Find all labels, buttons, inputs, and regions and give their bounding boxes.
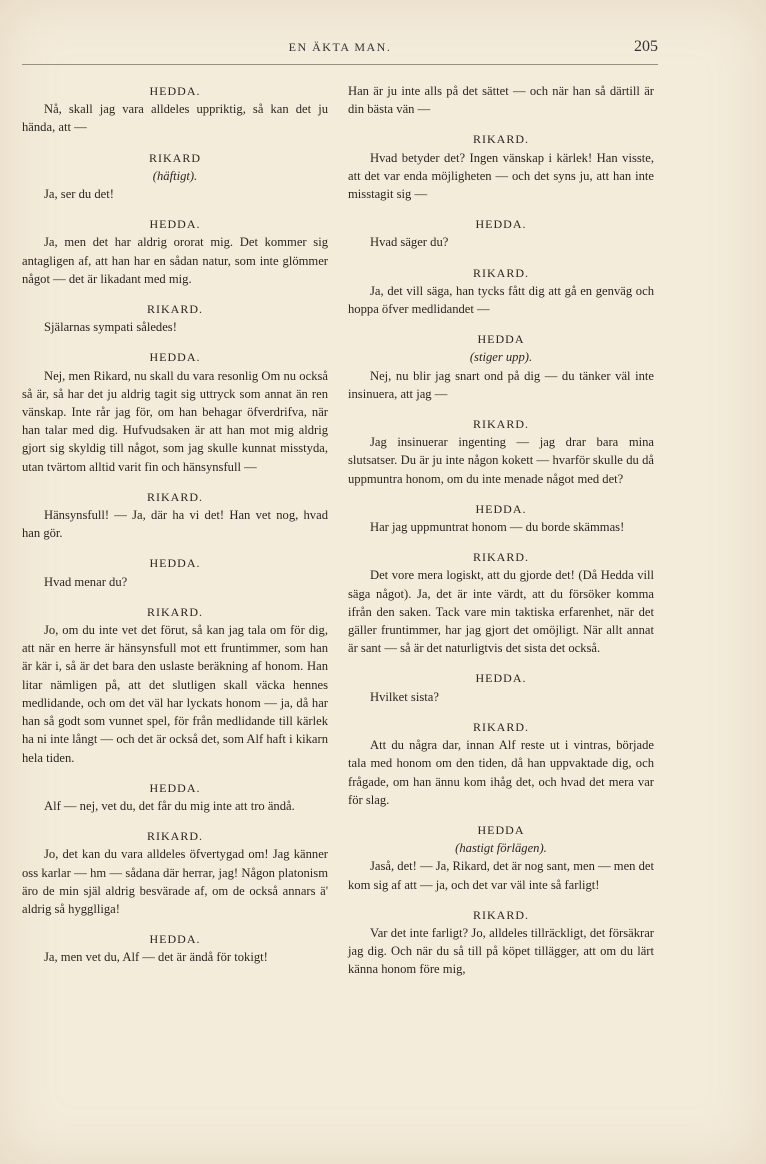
speech-text: Jo, det kan du vara alldeles öfvertygad om! Jag känner oss karlar — hm — sådana där herrar, jag! Någon platonism äro de min själ aldrig besvärade af, om de också annars ä' aldrig så hygglliga! bbox=[22, 847, 328, 916]
speech-text: Han är ju inte alls på det sättet — och när han så därtill är din bästa vän — bbox=[348, 84, 654, 117]
dialogue-block bbox=[22, 215, 328, 288]
speaker-name: RIKARD. bbox=[472, 550, 529, 565]
dialogue-block bbox=[22, 779, 328, 815]
dialogue-block bbox=[22, 603, 328, 767]
speaker-name: HEDDA. bbox=[475, 671, 527, 686]
speaker-name: RIKARD. bbox=[146, 829, 203, 844]
speech-text: Ja, men vet du, Alf — det är ändå för tokigt! bbox=[44, 950, 268, 965]
stage-direction: (hastigt förlägen). bbox=[455, 841, 547, 856]
speech-text: Själarnas sympati således! bbox=[44, 320, 177, 335]
speech-text: Jag insinuerar ingenting — jag drar bara mina slutsatser. Du är ju inte någon kokett — hvarför skulle du då uppmuntra honom, om du inte menade något med det? bbox=[348, 435, 654, 486]
header-rule bbox=[22, 64, 658, 65]
dialogue-block bbox=[22, 554, 328, 590]
speech-text: Jaså, det! — Ja, Rikard, det är nog sant, men — men det kom sig af att — ja, och det var väl inte så farligt! bbox=[348, 859, 654, 892]
dialogue-block bbox=[348, 330, 654, 403]
speaker-name: HEDDA. bbox=[149, 556, 201, 571]
speaker-name: RIKARD. bbox=[146, 302, 203, 317]
speaker-name: RIKARD. bbox=[472, 417, 529, 432]
speech-text: Alf — nej, vet du, det får du mig inte att tro ändå. bbox=[44, 798, 295, 813]
speech-text: Jo, om du inte vet det förut, så kan jag tala om för dig, att när en herre är hänsynsfull mot ett fruntimmer, som han är kär i, så är det bara den uslaste beräkning af honom. Han litar nämligen på, att det slutligen skall väcka hennes medlidande, och om det väl har lyckats honom — ja, då har han så godt som vunnet spel, för från medlidande till kärlek ha ni inte långt — och det är också det, som Alf haft i kikarn hela tiden. bbox=[22, 623, 328, 765]
speech-text: Hvilket sista? bbox=[370, 689, 439, 704]
dialogue-block bbox=[348, 669, 654, 705]
dialogue-block bbox=[348, 215, 654, 251]
dialogue-block bbox=[22, 300, 328, 336]
speaker-name: HEDDA. bbox=[149, 217, 201, 232]
dialogue-block bbox=[348, 718, 654, 809]
dialogue-block bbox=[348, 500, 654, 536]
dialogue-block bbox=[348, 82, 654, 118]
dialogue-block bbox=[22, 348, 328, 475]
speaker-name: RIKARD. bbox=[146, 489, 203, 504]
dialogue-block bbox=[348, 130, 654, 203]
speech-text: Hvad betyder det? Ingen vänskap i kärlek! Han visste, att det var enda möjligheten — och det syns ju, att han inte misstagit sig — bbox=[348, 150, 654, 202]
speaker-name: HEDDA. bbox=[149, 932, 201, 947]
dialogue-block bbox=[22, 488, 328, 543]
speaker-name: RIKARD. bbox=[472, 719, 529, 734]
page-header bbox=[22, 38, 658, 58]
speech-text: Ja, ser du det! bbox=[44, 187, 114, 202]
speech-text: Nej, men Rikard, nu skall du vara resonlig Om nu också så är, så har det ju aldrig tagit sig uttryck som annat än ren vänskap. Inte rår jag för, om han behagar öfverdrifva, när han talar med dig. Hufvudsaken är att han mot mig aldrig gjort sig skyldig till något, som jag skulle kunnat misstyda, utan tvärtom alltid varit fin och hänsynsfull — bbox=[22, 368, 328, 474]
left-column bbox=[22, 82, 328, 979]
speech-text: Nej, nu blir jag snart ond på dig — du tänker väl inte insinuera, att jag — bbox=[348, 368, 654, 401]
speech-text: Ja, men det har aldrig ororat mig. Det kommer sig antagligen af, att han har en sådan natur, som inte glömmer något — det är likadant med mig. bbox=[22, 235, 328, 286]
dialogue-block bbox=[348, 415, 654, 488]
right-column bbox=[348, 82, 654, 991]
speech-text: Ja, det vill säga, han tycks fått dig att gå en genväg och hoppa öfver medlidandet — bbox=[348, 283, 654, 317]
speech-text: Det vore mera logiskt, att du gjorde det! (Då Hedda vill säga något). Ja, det är inte värdt, att du försöker komma ifrån den saken. Tack vare min taktiska erfarenhet, när det gäller fruntimmer, har jag gjort det omöjligt. När allt annat är sant — så är det naturligtvis det sista det också. bbox=[348, 568, 654, 656]
dialogue-block bbox=[22, 930, 328, 966]
dialogue-block bbox=[22, 827, 328, 918]
speech-text: Att du några dar, innan Alf reste ut i vintras, började tala med honom om den tiden, då han uppvaktade dig, och frågade, om han ännu kom ihåg det, och hvad det mera var för slag. bbox=[348, 738, 654, 807]
speaker-name: HEDDA bbox=[477, 822, 525, 837]
speaker-name: HEDDA bbox=[477, 332, 525, 347]
speaker-name: RIKARD bbox=[148, 150, 201, 165]
stage-direction: (häftigt). bbox=[152, 168, 198, 183]
speaker-name: RIKARD. bbox=[472, 265, 529, 280]
dialogue-block bbox=[22, 82, 328, 137]
speaker-name: HEDDA. bbox=[475, 501, 527, 516]
speech-text: Hänsynsfull! — Ja, där ha vi det! Han vet nog, hvad han gör. bbox=[22, 508, 328, 541]
speech-text: Hvad menar du? bbox=[44, 574, 128, 589]
speaker-name: HEDDA. bbox=[149, 780, 201, 795]
speech-text: Nå, skall jag vara alldeles uppriktig, så kan det ju hända, att — bbox=[22, 102, 328, 135]
speech-text: Var det inte farligt? Jo, alldeles tillräckligt, det försäkrar jag dig. Och när du så till på köpet tillägger, att om du lärt känna honom före mig, bbox=[348, 925, 654, 977]
dialogue-block bbox=[22, 149, 328, 204]
speaker-name: RIKARD. bbox=[472, 132, 529, 147]
dialogue-block bbox=[348, 821, 654, 894]
dialogue-block bbox=[348, 264, 654, 319]
speech-text: Har jag uppmuntrat honom — du borde skämmas! bbox=[370, 520, 625, 535]
speech-text: Hvad säger du? bbox=[370, 235, 449, 250]
dialogue-block bbox=[348, 548, 654, 657]
speaker-name: RIKARD. bbox=[146, 604, 203, 619]
speaker-name: HEDDA. bbox=[149, 84, 201, 98]
speaker-name: HEDDA. bbox=[149, 350, 201, 365]
dialogue-block bbox=[348, 906, 654, 979]
stage-direction: (stiger upp). bbox=[469, 350, 533, 365]
speaker-name: HEDDA. bbox=[475, 217, 527, 232]
page-number: 205 bbox=[634, 38, 658, 55]
speaker-name: RIKARD. bbox=[472, 907, 529, 922]
running-title: EN ÄKTA MAN. bbox=[288, 40, 392, 54]
